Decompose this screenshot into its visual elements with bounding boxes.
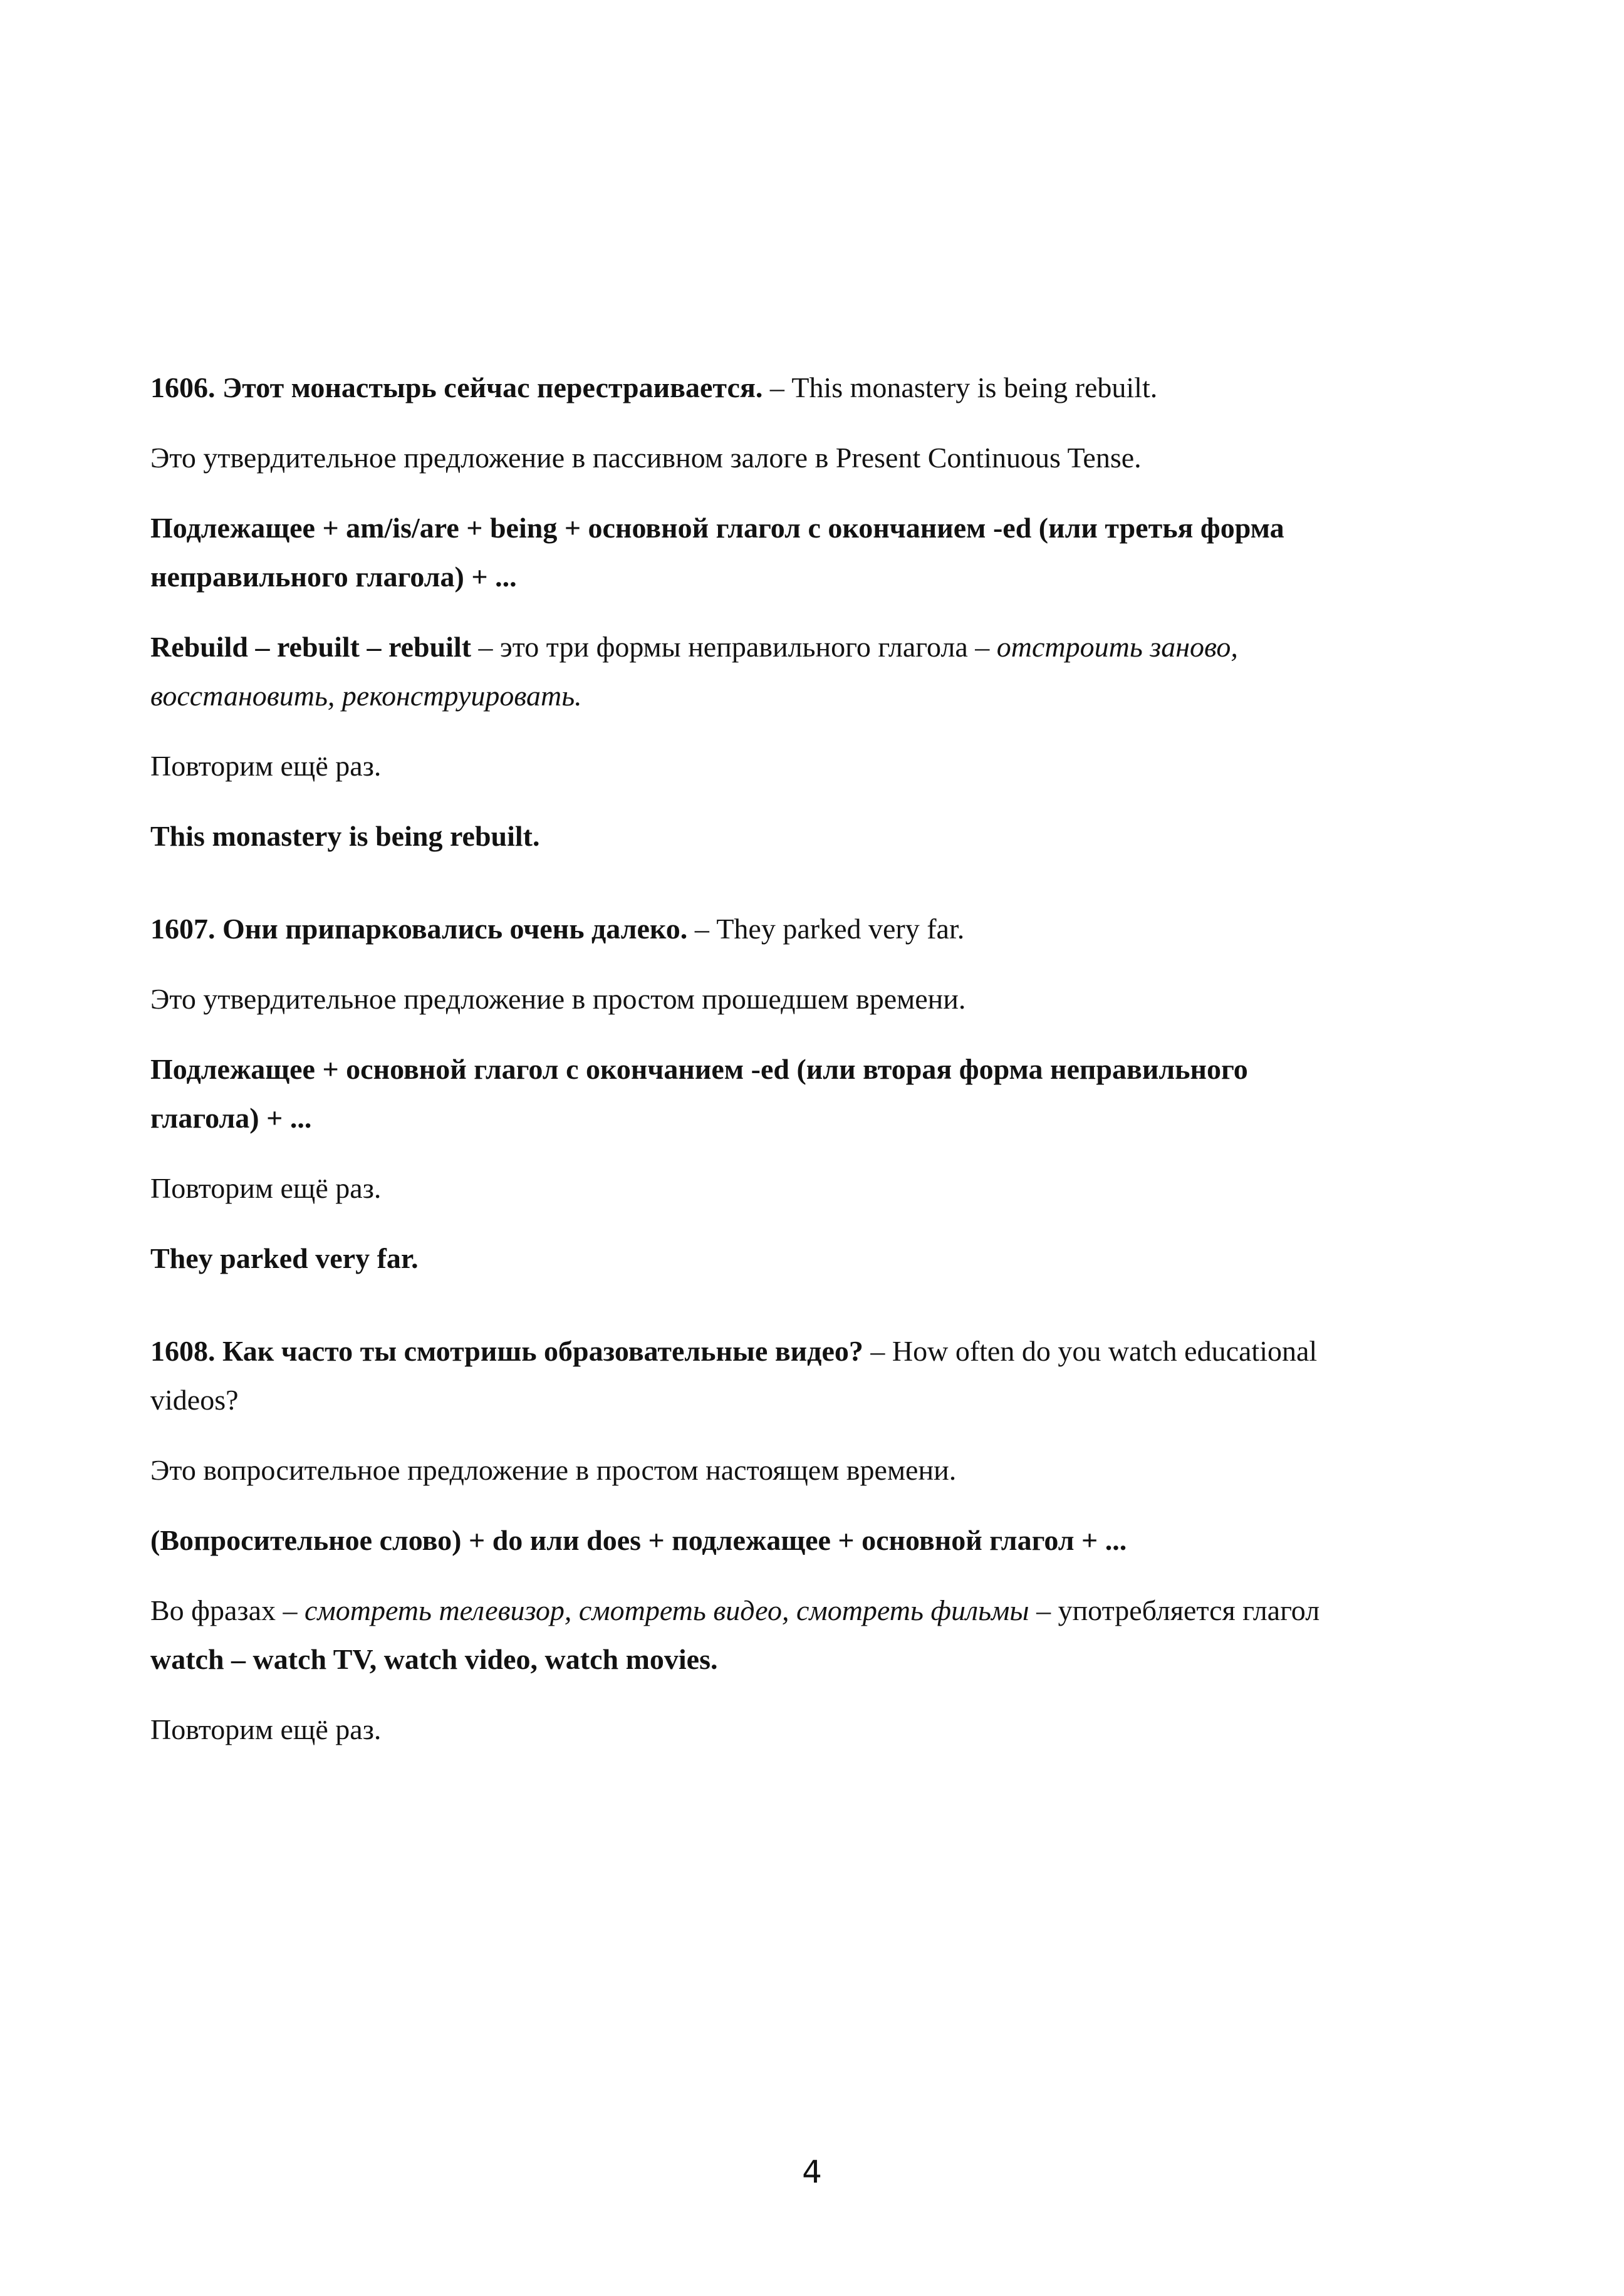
repeat-text: Повторим ещё раз. bbox=[150, 1713, 382, 1745]
repeat-text: Повторим ещё раз. bbox=[150, 1172, 382, 1204]
formula-text: (Вопросительное слово) + do или does + подлежащее + основной глагол + ... bbox=[150, 1524, 1127, 1556]
verb-forms-translation: отстроить заново, восстановить, реконструировать. bbox=[150, 631, 1238, 712]
exercise-1606-repeat-line bbox=[150, 742, 1350, 791]
exercise-1606-en-sentence: – This monastery is being rebuilt. bbox=[763, 371, 1158, 403]
exercise-1606-formula bbox=[150, 504, 1350, 601]
formula-text: Подлежащее + am/is/are + being + основной глагол с окончанием -ed (или третья форма неправильного глагола) + ... bbox=[150, 512, 1284, 593]
usage-connector: – употребляется глагол bbox=[1029, 1594, 1320, 1626]
exercise-1608-ru-sentence: 1608. Как часто ты смотришь образовательные видео? bbox=[150, 1335, 863, 1367]
exercise-1608-repeat-line bbox=[150, 1705, 1350, 1754]
exercise-1608-formula bbox=[150, 1516, 1350, 1565]
page-text bbox=[150, 0, 1350, 1775]
explanation-text: Это утвердительное предложение в простом прошедшем времени. bbox=[150, 983, 966, 1015]
formula-text: Подлежащее + основной глагол с окончанием -ed (или вторая форма неправильного глагола) + ... bbox=[150, 1053, 1248, 1134]
verb-forms: Rebuild – rebuilt – rebuilt bbox=[150, 631, 472, 663]
answer-sentence: They parked very far. bbox=[150, 1242, 419, 1274]
answer-sentence: This monastery is being rebuilt. bbox=[150, 820, 540, 852]
exercise-1606-answer bbox=[150, 812, 1350, 861]
exercise-1608-explanation bbox=[150, 1446, 1350, 1495]
exercise-1606-heading bbox=[150, 363, 1350, 412]
exercise-1607-explanation bbox=[150, 975, 1350, 1024]
exercise-1607-formula bbox=[150, 1045, 1350, 1143]
explanation-text: Это вопросительное предложение в простом настоящем времени. bbox=[150, 1454, 957, 1486]
exercise-1606-explanation bbox=[150, 434, 1350, 482]
exercise-1607-answer bbox=[150, 1234, 1350, 1283]
explanation-text: Это утвердительное предложение в пассивном залоге в Present Continuous Tense. bbox=[150, 442, 1142, 474]
repeat-text: Повторим ещё раз. bbox=[150, 750, 382, 782]
exercise-1608-en-sentence: – How often do you watch educational videos? bbox=[150, 1335, 1318, 1416]
page-number: 4 bbox=[802, 2154, 822, 2190]
exercise-1608-heading bbox=[150, 1327, 1350, 1425]
usage-english-phrases: watch – watch TV, watch video, watch movies. bbox=[150, 1643, 718, 1675]
exercise-1606-verb-forms bbox=[150, 623, 1350, 720]
exercise-1607-heading bbox=[150, 905, 1350, 953]
exercise-1608-usage-note bbox=[150, 1586, 1350, 1684]
usage-intro: Во фразах – bbox=[150, 1594, 304, 1626]
exercise-1607-ru-sentence: 1607. Они припарковались очень далеко. bbox=[150, 913, 688, 945]
usage-russian-phrases: смотреть телевизор, смотреть видео, смотреть фильмы bbox=[304, 1594, 1029, 1626]
exercise-1607-repeat-line bbox=[150, 1164, 1350, 1213]
verb-forms-note: – это три формы неправильного глагола – bbox=[471, 631, 997, 663]
exercise-1606-ru-sentence: 1606. Этот монастырь сейчас перестраивается. bbox=[150, 371, 763, 403]
exercise-1607-en-sentence: – They parked very far. bbox=[687, 913, 965, 945]
